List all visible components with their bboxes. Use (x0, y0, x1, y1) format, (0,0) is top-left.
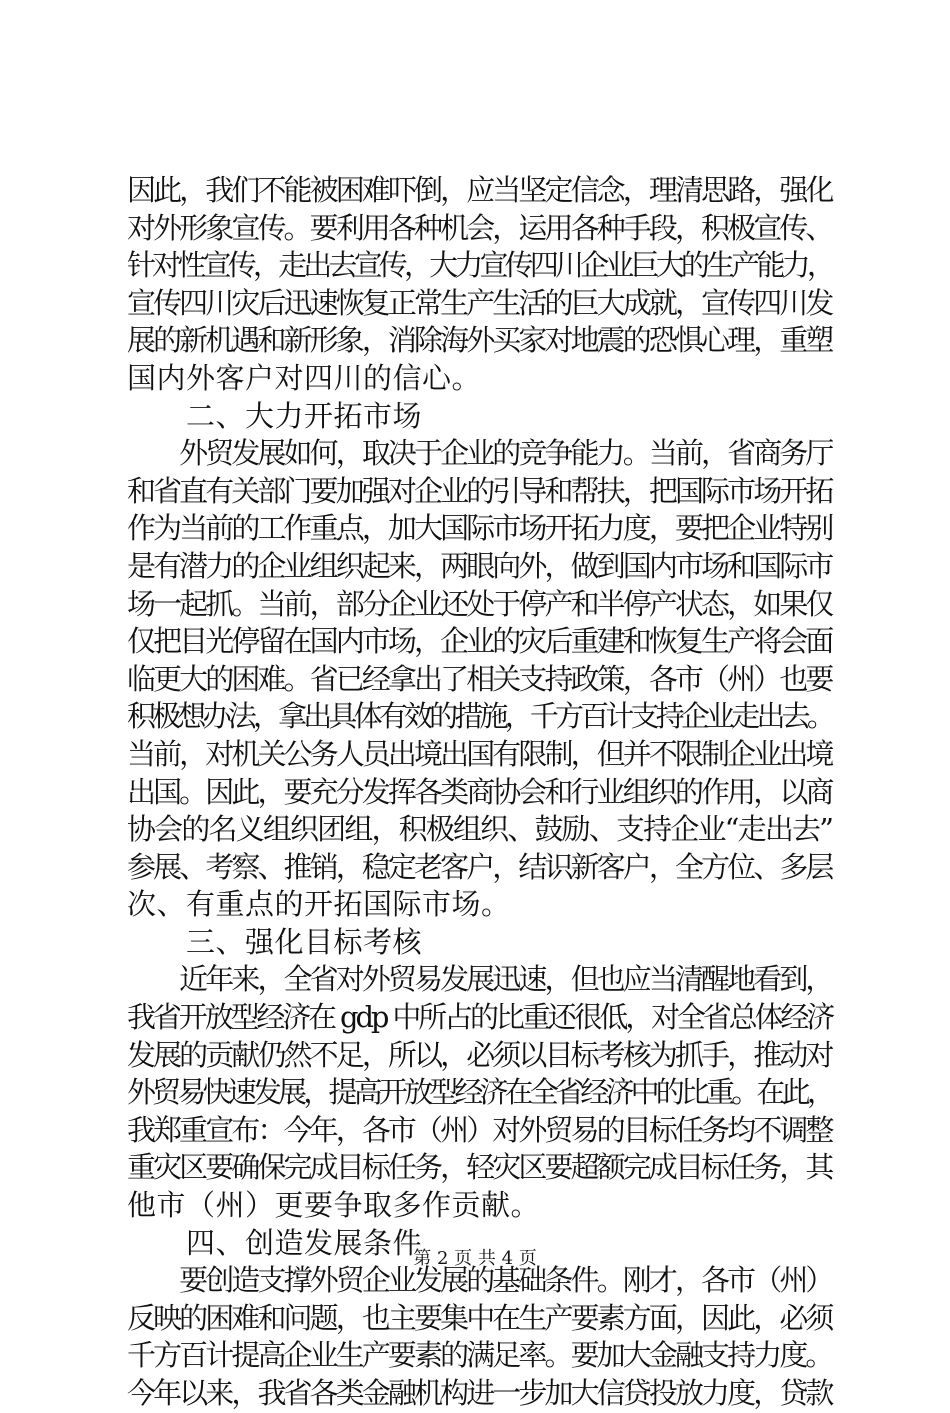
text-line: 协会的名义组织团组，积极组织、鼓励、支持企业“走出去” (127, 812, 833, 847)
text-line: 今年以来，我省各类金融机构进一步加大信贷投放力度，贷款 (127, 1376, 832, 1410)
text-line: 场一起抓。当前，部分企业还处于停产和半停产状态，如果仅 (127, 586, 832, 621)
text-line: 参展、考察、推销，稳定老客户，结识新客户，全方位、多层 (127, 849, 832, 884)
text-line: 和省直有关部门要加强对企业的引导和帮扶，把国际市场开拓 (127, 473, 832, 508)
text-line: 外贸易快速发展，提高开放型经济在全省经济中的比重。在此， (127, 1075, 833, 1110)
section-heading: 四、创造发展条件 (127, 1225, 423, 1260)
text-line: 千方百计提高企业生产要素的满足率。要加大金融支持力度。 (127, 1338, 832, 1373)
text-line: 作为当前的工作重点，加大国际市场开拓力度，要把企业特别 (127, 511, 832, 546)
text-line: 积极想办法，拿出具体有效的措施，千方百计支持企业走出去。 (127, 699, 833, 734)
text-line: 我郑重宣布：今年，各市（州）对外贸易的目标任务均不调整 (127, 1112, 832, 1147)
page-footer (0, 1244, 950, 1270)
text-line: 因此，我们不能被困难吓倒，应当坚定信念，理清思路，强化 (127, 173, 832, 207)
text-line: 国内外客户对四川的信心。 (127, 360, 482, 395)
text-line: 外贸发展如何，取决于企业的竞争能力。当前，省商务厅 (127, 436, 832, 471)
text-line: 发展的贡献仍然不足，所以，必须以目标考核为抓手，推动对 (127, 1037, 832, 1072)
text-line: 当前，对机关公务人员出境出国有限制，但并不限制企业出境 (127, 736, 832, 771)
text-line: 近年来，全省对外贸易发展迅速，但也应当清醒地看到， (127, 962, 832, 997)
text-line: 宣传四川灾后迅速恢复正常生产生活的巨大成就，宣传四川发 (127, 285, 832, 320)
page-number-label: 第 2 页 共 4 页 (413, 1248, 537, 1269)
text-line: 仅把目光停留在国内市场，企业的灾后重建和恢复生产将会面 (127, 624, 832, 659)
section-heading: 二、大力开拓市场 (127, 398, 423, 433)
text-line: 次、有重点的开拓国际市场。 (127, 887, 511, 922)
text-line: 我省开放型经济在 gdp 中所占的比重还很低，对全省总体经济 (127, 1000, 833, 1035)
body-text (127, 172, 832, 1413)
text-line: 他市（州）更要争取多作贡献。 (127, 1188, 541, 1223)
text-line: 针对性宣传，走出去宣传，大力宣传四川企业巨大的生产能力， (127, 248, 833, 283)
text-line: 对外形象宣传。要利用各种机会，运用各种手段，积极宣传、 (127, 210, 832, 245)
section-heading: 三、强化目标考核 (127, 924, 423, 959)
text-line: 反映的困难和问题，也主要集中在生产要素方面，因此，必须 (127, 1300, 832, 1335)
text-line: 临更大的困难。省已经拿出了相关支持政策，各市（州）也要 (127, 661, 832, 696)
text-line: 出国。因此，要充分发挥各类商协会和行业组织的作用，以商 (127, 774, 832, 809)
text-line: 展的新机遇和新形象，消除海外买家对地震的恐惧心理，重塑 (127, 323, 832, 358)
text-line: 要创造支撑外贸企业发展的基础条件。刚才，各市（州） (127, 1263, 832, 1298)
text-line: 是有潜力的企业组织起来，两眼向外，做到国内市场和国际市 (127, 548, 832, 583)
text-line: 重灾区要确保完成目标任务，轻灾区要超额完成目标任务，其 (127, 1150, 832, 1185)
